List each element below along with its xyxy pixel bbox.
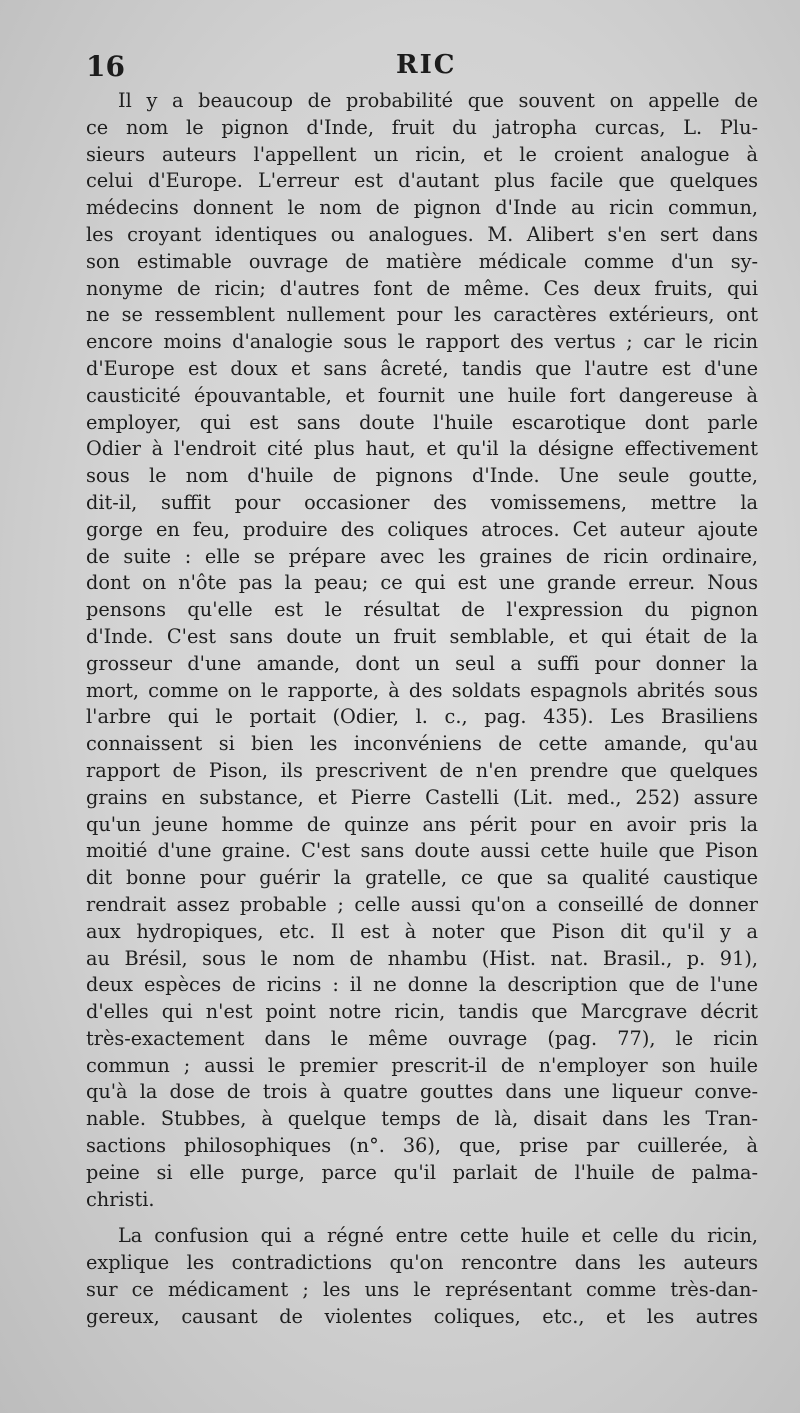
text-line: grains en substance, et Pierre Castelli (Lit. med., 252) assure xyxy=(86,785,758,809)
text-line: nable. Stubbes, à quelque temps de là, disait dans les Tran- xyxy=(86,1107,758,1131)
text-line: Il y a beaucoup de probabilité que souvent on appelle de xyxy=(118,89,758,112)
text-line: sous le nom d'huile de pignons d'Inde. Une seule goutte, xyxy=(86,464,758,488)
text-line: gereux, causant de violentes coliques, etc., et les autres xyxy=(86,1304,758,1328)
text-line: rapport de Pison, ils prescrivent de n'en prendre que quelques xyxy=(86,758,758,782)
text-line: ne se ressemblent nullement pour les caractères extérieurs, ont xyxy=(86,303,758,327)
text-line: sactions philosophiques (n°. 36), que, prise par cuillerée, à xyxy=(86,1134,758,1158)
text-line: d'elles qui n'est point notre ricin, tandis que Marcgrave décrit xyxy=(86,1000,758,1024)
text-line: grosseur d'une amande, dont un seul a suffi pour donner la xyxy=(86,651,758,675)
paragraph-gap xyxy=(86,1213,758,1223)
text-line: La confusion qui a régné entre cette huile et celle du ricin, xyxy=(118,1224,758,1248)
text-line: pensons qu'elle est le résultat de l'expression du pignon xyxy=(86,598,758,622)
text-line: très-exactement dans le même ouvrage (pag. 77), le ricin xyxy=(86,1026,758,1050)
text-line: moitié d'une graine. C'est sans doute aussi cette huile que Pison xyxy=(86,839,758,863)
text-line: employer, qui est sans doute l'huile escarotique dont parle xyxy=(86,410,758,434)
text-line: causticité épouvantable, et fournit une huile fort dangereuse à xyxy=(86,383,758,407)
text-line: qu'un jeune homme de quinze ans périt pour en avoir pris la xyxy=(86,812,758,836)
text-line: connaissent si bien les inconvéniens de cette amande, qu'au xyxy=(86,732,758,756)
body-text xyxy=(86,88,758,1331)
text-line: médecins donnent le nom de pignon d'Inde au ricin commun, xyxy=(86,196,758,220)
text-line: sur ce médicament ; les uns le représentant comme très-dan- xyxy=(86,1278,758,1302)
text-line: d'Inde. C'est sans doute un fruit semblable, et qui était de la xyxy=(86,624,758,648)
text-line: ce nom le pignon d'Inde, fruit du jatropha curcas, L. Plu- xyxy=(86,115,758,139)
text-line: l'arbre qui le portait (Odier, l. c., pag. 435). Les Brasiliens xyxy=(86,705,758,729)
text-line: rendrait assez probable ; celle aussi qu'on a conseillé de donner xyxy=(86,892,758,916)
text-line: au Brésil, sous le nom de nhambu (Hist. nat. Brasil., p. 91), xyxy=(86,946,758,970)
text-line: les croyant identiques ou analogues. M. Alibert s'en sert dans xyxy=(86,222,758,246)
text-line: dit-il, suffit pour occasioner des vomissemens, mettre la xyxy=(86,490,758,514)
text-line: christi. xyxy=(86,1187,155,1211)
text-line: peine si elle purge, parce qu'il parlait de l'huile de palma- xyxy=(86,1160,758,1184)
page-number: 16 xyxy=(86,50,125,83)
running-head: RIC xyxy=(396,50,457,80)
text-line: explique les contradictions qu'on rencontre dans les auteurs xyxy=(86,1251,758,1275)
page-header xyxy=(86,50,758,90)
text-line: sieurs auteurs l'appellent un ricin, et le croient analogue à xyxy=(86,142,758,166)
text-line: commun ; aussi le premier prescrit-il de n'employer son huile xyxy=(86,1053,758,1077)
text-line: aux hydropiques, etc. Il est à noter que Pison dit qu'il y a xyxy=(86,919,758,943)
text-line: nonyme de ricin; d'autres font de même. Ces deux fruits, qui xyxy=(86,276,758,300)
text-line: deux espèces de ricins : il ne donne la description que de l'une xyxy=(86,973,758,997)
text-line: qu'à la dose de trois à quatre gouttes dans une liqueur conve- xyxy=(86,1080,758,1104)
text-line: de suite : elle se prépare avec les graines de ricin ordinaire, xyxy=(86,544,758,568)
text-line: dont on n'ôte pas la peau; ce qui est une grande erreur. Nous xyxy=(86,571,758,595)
text-line: d'Europe est doux et sans âcreté, tandis que l'autre est d'une xyxy=(86,356,758,380)
text-line: dit bonne pour guérir la gratelle, ce que sa qualité caustique xyxy=(86,866,758,890)
text-line: Odier à l'endroit cité plus haut, et qu'il la désigne effectivement xyxy=(86,437,758,461)
text-line: mort, comme on le rapporte, à des soldats espagnols abrités sous xyxy=(86,678,758,702)
text-line: encore moins d'analogie sous le rapport des vertus ; car le ricin xyxy=(86,330,758,354)
text-line: celui d'Europe. L'erreur est d'autant plus facile que quelques xyxy=(86,169,758,193)
text-line: son estimable ouvrage de matière médicale comme d'un sy- xyxy=(86,249,758,273)
text-line: gorge en feu, produire des coliques atroces. Cet auteur ajoute xyxy=(86,517,758,541)
